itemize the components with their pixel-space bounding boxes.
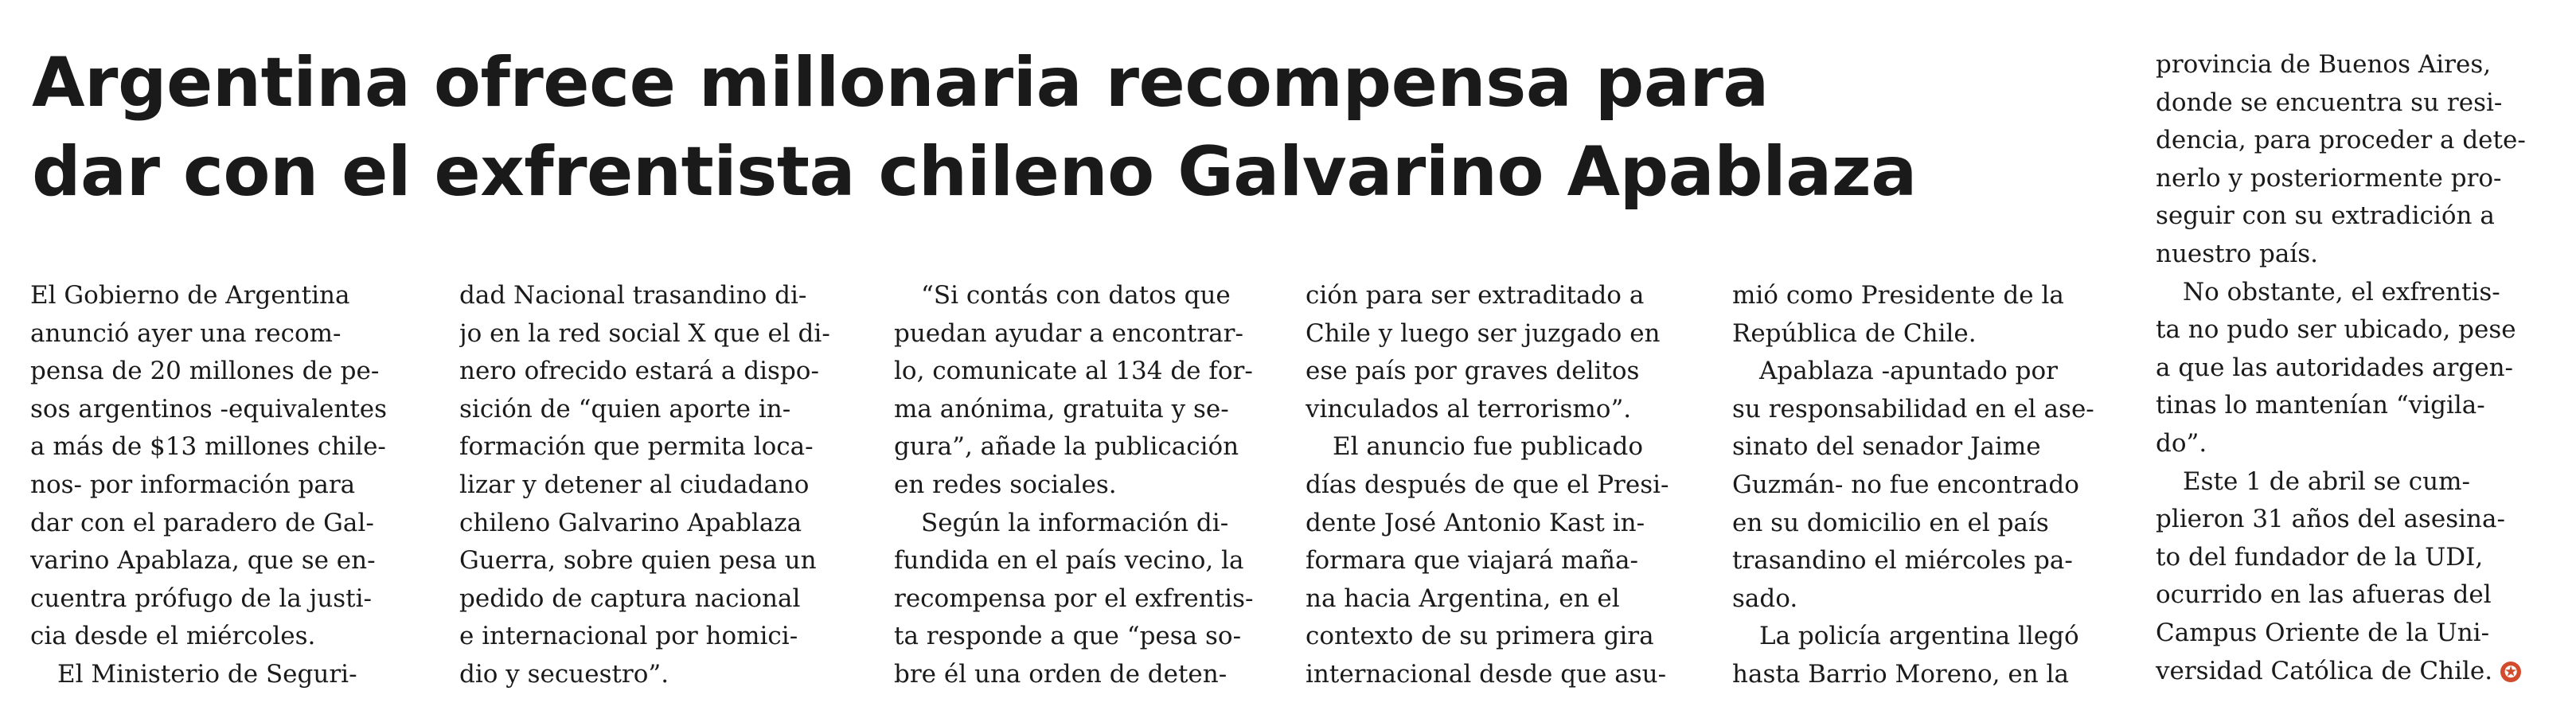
article-line: trasandino el miércoles pa-: [1732, 546, 2073, 576]
article-line: fundida en el país vecino, la: [894, 546, 1244, 576]
article-line: na hacia Argentina, en el: [1306, 584, 1620, 613]
article-line: sado.: [1732, 584, 1798, 613]
article-line: seguir con su extradición a: [2156, 201, 2495, 231]
article-line: recompensa por el exfrentis-: [894, 584, 1254, 613]
article-line: a que las autoridades argen-: [2156, 353, 2514, 382]
article-line: en su domicilio en el país: [1732, 508, 2049, 537]
article-line: Campus Oriente de la Uni-: [2156, 618, 2490, 647]
article-line: sinato del senador Jaime: [1732, 432, 2041, 462]
article-line: vinculados al terrorismo”.: [1306, 394, 1632, 424]
article-line: nos- por información para: [30, 470, 356, 499]
article-line: do”.: [2156, 428, 2207, 458]
article-line: formara que viajará maña-: [1306, 546, 1638, 576]
article-line: El Ministerio de Seguri-: [57, 659, 357, 689]
article-line: formación que permita loca-: [459, 432, 814, 462]
headline-line: dar con el exfrentista chileno Galvarino Apablaza: [32, 132, 1917, 212]
article-line: “Si contás con datos que: [921, 281, 1231, 310]
article-line: dencia, para proceder a dete-: [2156, 126, 2526, 155]
article-line: to del fundador de la UDI,: [2156, 542, 2484, 572]
article-line: tinas lo mantenían “vigila-: [2156, 391, 2485, 420]
article-line: ta responde a que “pesa so-: [894, 622, 1242, 651]
article-line: dente José Antonio Kast in-: [1306, 508, 1645, 537]
article-line: ta no pudo ser ubicado, pese: [2156, 315, 2516, 345]
article-line: La policía argentina llegó: [1759, 622, 2079, 651]
article-column-2: [459, 277, 840, 694]
article-line: cia desde el miércoles.: [30, 622, 316, 651]
article-line: República de Chile.: [1732, 318, 1977, 348]
article-line: lizar y detener al ciudadano: [459, 470, 810, 499]
article-line: El Gobierno de Argentina: [30, 281, 350, 310]
article-line: a más de $13 millones chile-: [30, 432, 386, 462]
article-line: días después de que el Presi-: [1306, 470, 1669, 499]
article-line: nuestro país.: [2156, 239, 2318, 268]
article-line: ese país por graves delitos: [1306, 357, 1640, 386]
article-line: El anuncio fue publicado: [1333, 432, 1644, 462]
headline-line: Argentina ofrece millonaria recompensa para: [32, 43, 1769, 123]
article-line: internacional desde que asu-: [1306, 659, 1667, 689]
article-column-6: [2156, 46, 2554, 690]
article-line: gura”, añade la publicación: [894, 432, 1239, 462]
article-column-4: [1306, 277, 1686, 694]
article-line: sos argentinos -equivalentes: [30, 394, 388, 424]
article-line: plieron 31 años del asesina-: [2156, 505, 2505, 534]
article-line: jo en la red social X que el di-: [459, 318, 830, 348]
article-line: puedan ayudar a encontrar-: [894, 318, 1243, 348]
article-line: en redes sociales.: [894, 470, 1117, 499]
article-line: donde se encuentra su resi-: [2156, 88, 2503, 117]
article-line: Chile y luego ser juzgado en: [1306, 318, 1661, 348]
article-line: nero ofrecido estará a dispo-: [459, 357, 819, 386]
article-line: cuentra prófugo de la justi-: [30, 584, 373, 613]
article-line: ma anónima, gratuita y se-: [894, 394, 1229, 424]
article-line: Este 1 de abril se cum-: [2183, 466, 2470, 496]
article-line: hasta Barrio Moreno, en la: [1732, 659, 2069, 689]
article-line: Guzmán- no fue encontrado: [1732, 470, 2079, 499]
article-line: e internacional por homici-: [459, 622, 798, 651]
headline: [32, 38, 2102, 217]
article-column-1: [30, 277, 411, 694]
article-line: pedido de captura nacional: [459, 584, 801, 613]
article-line: Según la información di-: [921, 508, 1229, 537]
article-line: lo, comunicate al 134 de for-: [894, 357, 1253, 386]
article-line: versidad Católica de Chile. ✪: [2156, 653, 2554, 691]
article-line: anunció ayer una recom-: [30, 318, 342, 348]
article-line: ocurrido en las afueras del: [2156, 580, 2492, 610]
article-line: bre él una orden de deten-: [894, 659, 1228, 689]
article-line: dad Nacional trasandino di-: [459, 281, 807, 310]
article-line: dio y secuestro”.: [459, 659, 669, 689]
article-line: varino Apablaza, que se en-: [30, 546, 376, 576]
article-line: pensa de 20 millones de pe-: [30, 357, 380, 386]
article-column-3: [894, 277, 1274, 694]
article-line: Apablaza -apuntado por: [1759, 357, 2058, 386]
article-line: contexto de su primera gira: [1306, 622, 1654, 651]
article-line: su responsabilidad en el ase-: [1732, 394, 2094, 424]
article-column-5: [1732, 277, 2113, 694]
article-line: chileno Galvarino Apablaza: [459, 508, 802, 537]
article-line: nerlo y posteriormente pro-: [2156, 163, 2502, 193]
article-line: ción para ser extraditado a: [1306, 281, 1645, 310]
article-line: sición de “quien aporte in-: [459, 394, 791, 424]
article-line: dar con el paradero de Gal-: [30, 508, 374, 537]
article-line: mió como Presidente de la: [1732, 281, 2064, 310]
article-line: provincia de Buenos Aires,: [2156, 50, 2492, 79]
article-line: No obstante, el exfrentis-: [2183, 277, 2500, 306]
article-end-icon: ✪: [2500, 662, 2521, 682]
article-line: Guerra, sobre quien pesa un: [459, 546, 817, 576]
